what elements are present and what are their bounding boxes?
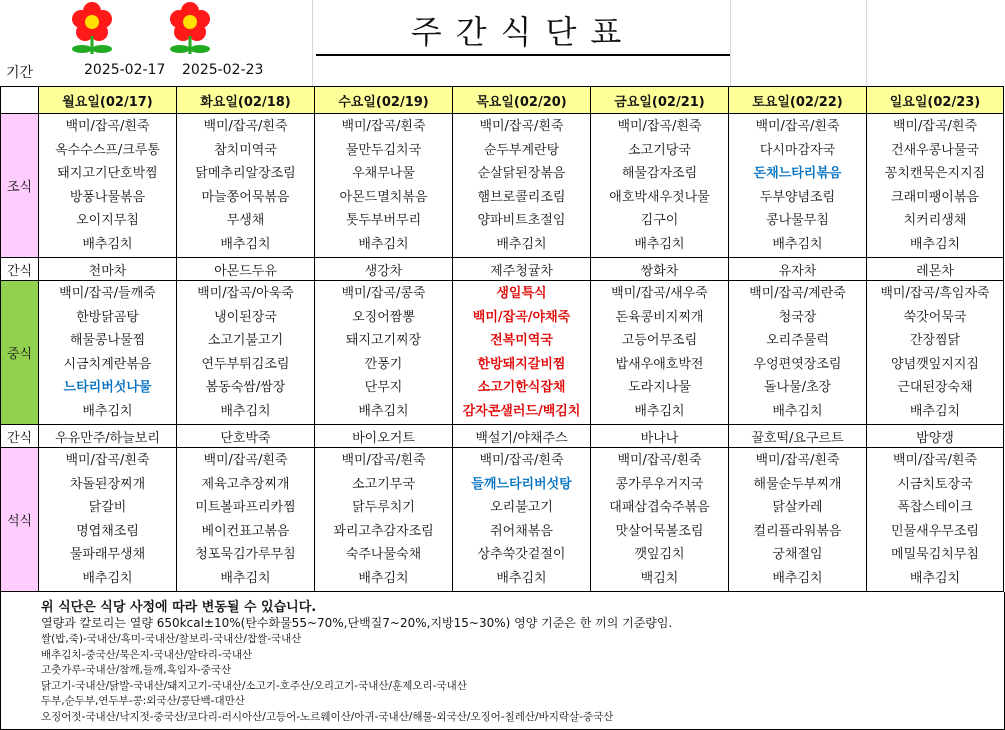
- menu-item: 양파비트초절임: [477, 213, 566, 228]
- menu-item: 명엽채조림: [76, 523, 139, 539]
- menu-item: 배추김치: [772, 570, 823, 586]
- menu-item: 오이지무침: [76, 213, 139, 228]
- snack-item: 천마차: [39, 258, 177, 281]
- menu-item: 배추김치: [220, 236, 271, 252]
- snack-item: 단호박죽: [177, 425, 315, 448]
- menu-item: 배추김치: [220, 570, 271, 586]
- menu-item: 소고기무국: [352, 476, 415, 492]
- lunch-cell: [867, 281, 1004, 425]
- menu-item: 청국장: [778, 309, 817, 325]
- menu-item: 깻잎김치: [634, 547, 685, 562]
- dinner-cell: [591, 448, 729, 592]
- snack-item: 생강차: [315, 258, 453, 281]
- menu-item: 우엉편엿장조림: [753, 356, 842, 372]
- menu-item: 백미/잡곡/흰죽: [617, 453, 702, 468]
- menu-item: 배추김치: [358, 570, 409, 586]
- menu-item: 옥수수스프/크루통: [55, 142, 160, 158]
- menu-item: 백미/잡곡/야채죽: [472, 309, 571, 325]
- snack-item: 제주청귤차: [453, 258, 591, 281]
- menu-item: 오리불고기: [490, 500, 553, 515]
- period-start: 2025-02-17: [84, 62, 166, 78]
- menu-item: 마늘쫑어묵볶음: [201, 189, 290, 205]
- menu-item: 배추김치: [772, 236, 823, 252]
- lunch-label: 중식: [1, 281, 39, 425]
- lunch-cell: [177, 281, 315, 425]
- menu-item: 고등어무조림: [621, 333, 698, 348]
- menu-item: 제육고추장찌개: [201, 476, 290, 492]
- menu-item: 백미/잡곡/아욱죽: [197, 286, 294, 301]
- origin-line: 오징어젓-국내산/낙지젓-중국산/코다리-러시아산/고등어-노르웨이산/아귀-국내산/해물-외국산/오징어-칠레산/바지락살-중국산: [41, 710, 614, 723]
- dinner-cell: [729, 448, 867, 592]
- menu-item: 백미/잡곡/계란죽: [749, 286, 846, 301]
- day-header: 토요일(02/22): [729, 87, 867, 114]
- breakfast-cell: [867, 114, 1004, 258]
- menu-item: 백미/잡곡/흰죽: [755, 119, 840, 134]
- menu-item: 돌나물/초장: [763, 380, 832, 395]
- menu-item: 참치미역국: [214, 142, 277, 158]
- menu-item: 닭메추리알장조림: [195, 166, 296, 181]
- menu-item: 닭두루치기: [352, 500, 415, 515]
- breakfast-cell: [453, 114, 591, 258]
- menu-item: 메밀묵김치무침: [891, 547, 979, 562]
- menu-item: 순살닭된장볶음: [477, 166, 566, 181]
- menu-item: 간장찜닭: [909, 333, 961, 348]
- origin-line: 배추김치-중국산/묵은지-국내산/알타리-국내산: [41, 648, 253, 661]
- menu-item: 한방돼지갈비찜: [477, 356, 566, 372]
- menu-item: 민물새우무조림: [891, 523, 979, 539]
- menu-item: 배추김치: [496, 236, 547, 252]
- menu-item: 치커리생채: [903, 213, 967, 228]
- day-header: 월요일(02/17): [39, 87, 177, 114]
- menu-item: 백미/잡곡/흰죽: [755, 453, 840, 468]
- breakfast-cell: [39, 114, 177, 258]
- flowers-decoration-icon: [40, 2, 240, 56]
- menu-item: 무생채: [226, 213, 265, 228]
- menu-item: 콩나물무침: [766, 213, 829, 228]
- snack1-label: 간식: [1, 258, 39, 281]
- menu-item: 백미/잡곡/흰죽: [203, 453, 288, 468]
- snack-item: 레몬차: [867, 258, 1004, 281]
- menu-item: 백미/잡곡/흰죽: [65, 119, 150, 134]
- lunch-cell: [591, 281, 729, 425]
- menu-item: 대패삼겹숙주볶음: [609, 500, 710, 515]
- snack-item: 바이오거트: [315, 425, 453, 448]
- day-header: 화요일(02/18): [177, 87, 315, 114]
- origin-line: 쌀(밥,죽)-국내산/흑미-국내산/찰보리-국내산/찹쌀-국내산: [41, 633, 302, 645]
- menu-item: 베이컨표고볶음: [201, 523, 290, 539]
- menu-item: 깐풍기: [364, 356, 403, 372]
- menu-item: 크래미팽이볶음: [891, 189, 979, 205]
- menu-item: 양념깻잎지지짐: [891, 356, 979, 372]
- snack-item: 우유만주/하늘보리: [39, 425, 177, 448]
- snack-item: 꿀호떡/요구르트: [729, 425, 867, 448]
- day-header: 일요일(02/23): [867, 87, 1004, 114]
- lunch-cell: [39, 281, 177, 425]
- period-row: [0, 62, 320, 82]
- menu-item: 시금치계란볶음: [63, 356, 152, 372]
- menu-item: 생일특식: [496, 286, 547, 301]
- notes-section: [0, 592, 1005, 730]
- menu-item: 숙주나물숙채: [345, 547, 422, 562]
- menu-item: 컬리플라워볶음: [753, 523, 842, 539]
- menu-item: 연두부튀김조림: [201, 356, 290, 372]
- origin-line: 고춧가루-국내산/참깨,들깨,흑임자-중국산: [41, 664, 232, 677]
- breakfast-cell: [729, 114, 867, 258]
- snack-item: 쌍화차: [591, 258, 729, 281]
- snack1-row: [1, 258, 1004, 281]
- header: [0, 0, 1005, 86]
- menu-item: 배추김치: [772, 403, 823, 419]
- day-header: 목요일(02/20): [453, 87, 591, 114]
- menu-item: 배추김치: [496, 570, 547, 586]
- menu-item: 한방닭곰탕: [76, 309, 139, 325]
- menu-item: 백미/잡곡/콩죽: [341, 286, 426, 301]
- snack-item: 유자차: [729, 258, 867, 281]
- dinner-cell: [315, 448, 453, 592]
- lunch-cell: [453, 281, 591, 425]
- dinner-cell: [177, 448, 315, 592]
- menu-item: 느타리버섯나물: [63, 380, 152, 395]
- menu-item: 물만두김치국: [345, 142, 422, 158]
- menu-item: 백미/잡곡/흰죽: [203, 119, 288, 134]
- menu-item: 들깨느타리버섯탕: [471, 476, 572, 492]
- menu-item: 전복미역국: [490, 333, 553, 348]
- snack-item: 밤양갱: [867, 425, 1004, 448]
- menu-item: 건새우콩나물국: [891, 142, 979, 158]
- menu-item: 배추김치: [82, 236, 133, 252]
- menu-item: 콩가루우거지국: [615, 476, 704, 492]
- menu-item: 백미/잡곡/흑임자죽: [880, 286, 990, 301]
- menu-item: 소고기불고기: [207, 333, 284, 348]
- menu-item: 순두부계란탕: [483, 142, 560, 158]
- dinner-row: [1, 448, 1004, 592]
- menu-item: 배추김치: [358, 403, 409, 419]
- menu-item: 닭갈비: [88, 500, 127, 515]
- menu-item: 두부양념조림: [759, 189, 836, 205]
- menu-item: 배추김치: [82, 570, 133, 586]
- menu-item: 방풍나물볶음: [69, 189, 146, 205]
- menu-item: 물파래무생채: [69, 547, 146, 562]
- corner-cell: [1, 87, 39, 114]
- dinner-label: 석식: [1, 448, 39, 592]
- menu-item: 꽈리고추감자조림: [333, 523, 434, 539]
- menu-item: 백미/잡곡/흰죽: [479, 119, 564, 134]
- origin-list: [41, 632, 1001, 726]
- snack2-row: [1, 425, 1004, 448]
- menu-item: 백미/잡곡/들깨죽: [59, 286, 156, 301]
- menu-item: 김구이: [640, 213, 679, 228]
- menu-item: 해물순두부찌개: [753, 476, 842, 492]
- menu-item: 백미/잡곡/흰죽: [892, 119, 978, 134]
- menu-item: 백미/잡곡/흰죽: [341, 119, 426, 134]
- menu-item: 소고기당국: [628, 142, 691, 158]
- menu-item: 청포묵김가루무침: [195, 547, 296, 562]
- menu-item: 닭살카레: [772, 500, 823, 515]
- notes-main: 위 식단은 식당 사정에 따라 변동될 수 있습니다.: [41, 600, 317, 615]
- breakfast-cell: [177, 114, 315, 258]
- dinner-cell: [39, 448, 177, 592]
- dinner-cell: [867, 448, 1004, 592]
- menu-item: 백미/잡곡/흰죽: [617, 119, 702, 134]
- breakfast-label: 조식: [1, 114, 39, 258]
- menu-item: 백미/잡곡/새우죽: [611, 286, 708, 301]
- menu-item: 꽁치캔묵은지지짐: [884, 166, 986, 181]
- menu-item: 돼지고기찌장: [345, 333, 422, 348]
- menu-item: 배추김치: [82, 403, 133, 419]
- menu-item: 톳두부버무리: [345, 213, 422, 228]
- menu-item: 단무지: [364, 380, 403, 395]
- menu-item: 돼지고기단호박찜: [57, 166, 158, 181]
- snack-item: 아몬드두유: [177, 258, 315, 281]
- title-box: [316, 6, 730, 56]
- menu-table: [0, 86, 1004, 592]
- menu-item: 오리주물럭: [766, 333, 829, 348]
- menu-item: 배추김치: [909, 570, 961, 586]
- menu-item: 쥐어채볶음: [490, 523, 553, 539]
- menu-item: 봄동숙쌈/쌈장: [205, 380, 286, 395]
- menu-item: 도라지나물: [628, 380, 691, 395]
- menu-item: 배추김치: [909, 236, 961, 252]
- menu-item: 햄브로콜리조림: [477, 189, 566, 205]
- menu-item: 다시마감자국: [759, 142, 836, 158]
- menu-item: 배추김치: [220, 403, 271, 419]
- menu-item: 돈채느타리볶음: [753, 166, 842, 181]
- period-label: 기간: [6, 65, 34, 81]
- menu-item: 백미/잡곡/흰죽: [479, 453, 564, 468]
- menu-item: 근대된장숙채: [897, 380, 973, 395]
- menu-item: 백미/잡곡/흰죽: [65, 453, 150, 468]
- origin-line: 닭고기-국내산/닭발-국내산/돼지고기-국내산/소고기-호주산/오리고기-국내산/훈제오리-국내산: [41, 679, 467, 692]
- menu-item: 미트볼파프리카찜: [195, 500, 296, 515]
- breakfast-cell: [591, 114, 729, 258]
- menu-item: 시금치토장국: [897, 476, 973, 492]
- menu-item: 아몬드멸치볶음: [339, 189, 428, 205]
- menu-item: 오징어짬뽕: [352, 309, 415, 325]
- day-header: 금요일(02/21): [591, 87, 729, 114]
- snack-item: 백설기/야채주스: [453, 425, 591, 448]
- menu-item: 차돌된장찌개: [69, 476, 146, 492]
- menu-item: 궁채절임: [772, 547, 823, 562]
- menu-item: 우채무나물: [352, 166, 415, 181]
- menu-item: 백미/잡곡/흰죽: [892, 453, 978, 468]
- menu-item: 백미/잡곡/흰죽: [341, 453, 426, 468]
- menu-item: 배추김치: [634, 236, 685, 252]
- breakfast-cell: [315, 114, 453, 258]
- menu-item: 돈육콩비지찌개: [615, 309, 704, 325]
- menu-item: 냉이된장국: [214, 309, 277, 325]
- lunch-row: [1, 281, 1004, 425]
- menu-item: 애호박새우젓나물: [609, 189, 710, 205]
- notes-sub: 열량과 칼로리는 열량 650kcal±10%(탄수화물55~70%,단백질7~20%,지방15~30%) 영양 기준은 한 끼의 기준량임.: [41, 616, 673, 630]
- snack-item: 바나나: [591, 425, 729, 448]
- menu-item: 소고기한식잡채: [477, 380, 566, 395]
- origin-line: 두부,순두부,연두부-콩:외국산/콩단백-대만산: [41, 695, 245, 708]
- day-header: 수요일(02/19): [315, 87, 453, 114]
- menu-item: 해물콩나물찜: [69, 333, 146, 348]
- lunch-cell: [315, 281, 453, 425]
- menu-item: 밥새우애호박전: [615, 356, 704, 372]
- menu-item: 상추쑥갓겉절이: [477, 547, 566, 562]
- menu-item: 배추김치: [909, 403, 961, 419]
- page-title: 주간식단표: [410, 13, 636, 51]
- menu-item: 쑥갓어묵국: [903, 309, 967, 325]
- day-header-row: [1, 87, 1004, 114]
- menu-item: 배추김치: [634, 403, 685, 419]
- menu-item: 해물감자조림: [621, 166, 698, 181]
- menu-item: 백김치: [640, 570, 679, 586]
- menu-item: 폭찹스테이크: [897, 500, 973, 515]
- menu-item: 맛살어묵볼조림: [615, 523, 704, 539]
- menu-item: 배추김치: [358, 236, 409, 252]
- snack2-label: 간식: [1, 425, 39, 448]
- dinner-cell: [453, 448, 591, 592]
- lunch-cell: [729, 281, 867, 425]
- menu-item: 감자콘샐러드/백김치: [462, 403, 581, 419]
- period-end: 2025-02-23: [182, 62, 264, 78]
- breakfast-row: [1, 114, 1004, 258]
